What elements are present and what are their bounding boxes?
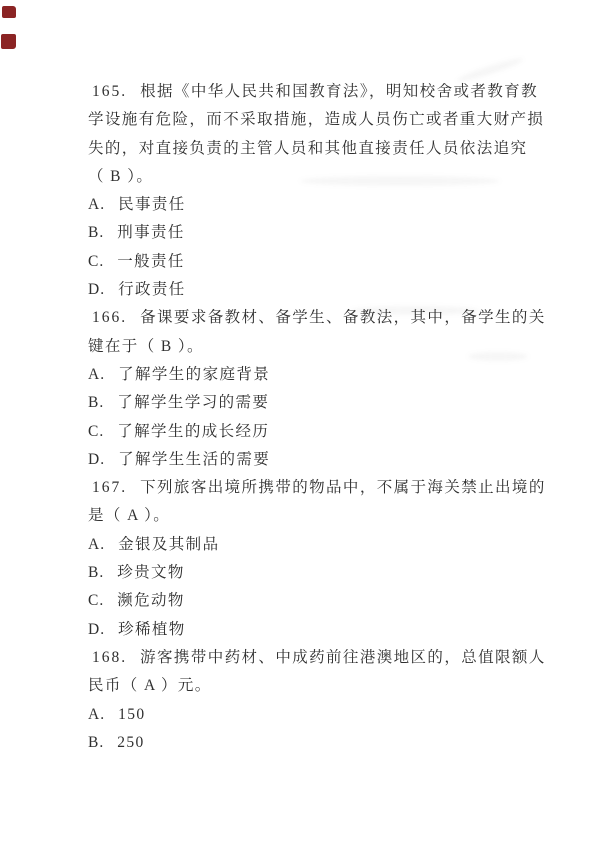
option-line xyxy=(88,616,524,644)
option-line xyxy=(88,389,524,417)
question-stem-text: 备课要求备教材、备学生、备教法，其中，备学生的关 xyxy=(140,309,546,327)
question-stem-line xyxy=(88,78,538,106)
question-stem-line: 学设施有危险，而不采取措施，造成人员伤亡或者重大财产损 xyxy=(88,111,545,129)
option-line xyxy=(88,729,524,757)
option-text: 珍稀植物 xyxy=(118,620,186,638)
option-label: A. xyxy=(88,196,106,214)
question-stem-line xyxy=(88,304,546,332)
option-line xyxy=(88,446,524,474)
question-number: 166. xyxy=(92,309,128,327)
option-label: D. xyxy=(88,450,106,468)
question-165 xyxy=(88,78,545,304)
option-label: C. xyxy=(88,252,105,270)
question-stem-text: 游客携带中药材、中成药前往港澳地区的，总值限额人 xyxy=(140,648,546,666)
option-label: C. xyxy=(88,592,105,610)
option-text: 民事责任 xyxy=(118,196,186,214)
option-text: 了解学生生活的需要 xyxy=(118,450,271,468)
question-stem-line xyxy=(88,474,546,502)
option-label: B. xyxy=(88,394,105,412)
option-label: B. xyxy=(88,224,105,242)
option-label: D. xyxy=(88,281,106,299)
option-text: 金银及其制品 xyxy=(118,535,220,553)
question-166 xyxy=(88,304,546,474)
option-label: B. xyxy=(88,564,105,582)
red-stamp-mark-top xyxy=(2,6,16,18)
option-line xyxy=(88,361,524,389)
option-text: 刑事责任 xyxy=(117,224,185,242)
option-line xyxy=(88,219,524,247)
option-line xyxy=(88,191,524,219)
option-label: D. xyxy=(88,620,106,638)
exam-text-block xyxy=(88,78,546,757)
question-168 xyxy=(88,644,546,757)
option-label: C. xyxy=(88,422,105,440)
question-stem-line: 失的，对直接负责的主管人员和其他直接责任人员依法追究 xyxy=(88,139,528,157)
option-line xyxy=(88,587,524,615)
option-label: A. xyxy=(88,535,106,553)
option-line xyxy=(88,701,524,729)
question-stem-line: 民币（ A ）元。 xyxy=(88,677,212,695)
option-text: 250 xyxy=(117,733,145,751)
question-number: 168. xyxy=(92,648,128,666)
question-stem-line xyxy=(88,644,546,672)
question-167 xyxy=(88,474,546,644)
red-stamp-mark-bottom xyxy=(1,34,16,49)
question-stem-line: 是（ A ）。 xyxy=(88,507,171,525)
option-line xyxy=(88,276,524,304)
option-label: A. xyxy=(88,365,106,383)
option-line xyxy=(88,248,524,276)
option-line xyxy=(88,531,524,559)
option-text: 了解学生学习的需要 xyxy=(117,394,270,412)
option-text: 了解学生的家庭背景 xyxy=(118,365,271,383)
option-text: 150 xyxy=(118,705,146,723)
question-stem-text: 根据《中华人民共和国教育法》，明知校舍或者教育教 xyxy=(140,83,538,100)
option-label: B. xyxy=(88,733,105,751)
question-number: 165. xyxy=(92,83,128,100)
option-text: 珍贵文物 xyxy=(117,564,185,582)
option-text: 濒危动物 xyxy=(117,592,185,610)
option-line xyxy=(88,559,524,587)
question-answer-line: （ B ）。 xyxy=(88,167,154,185)
option-text: 一般责任 xyxy=(117,252,185,270)
question-number: 167. xyxy=(92,479,128,497)
option-text: 了解学生的成长经历 xyxy=(117,422,270,440)
question-stem-text: 下列旅客出境所携带的物品中，不属于海关禁止出境的 xyxy=(140,479,546,497)
option-label: A. xyxy=(88,705,106,723)
option-text: 行政责任 xyxy=(118,281,186,299)
option-line xyxy=(88,418,524,446)
question-stem-line: 键在于（ B ）。 xyxy=(88,337,204,355)
